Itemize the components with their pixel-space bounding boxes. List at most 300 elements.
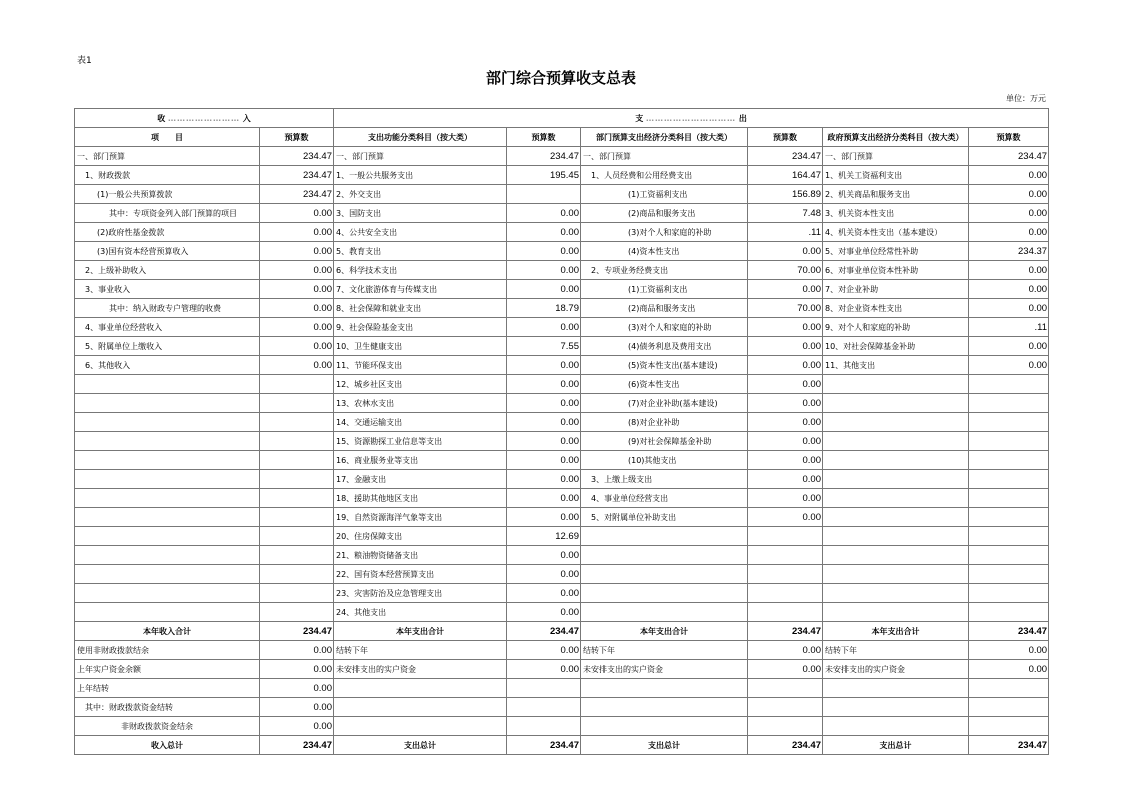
table-row: [75, 641, 1049, 660]
cell: 0.00: [507, 641, 581, 660]
budget-value-cell: [260, 375, 334, 394]
item-label-cell: (3)国有资本经营预算收入: [75, 242, 260, 261]
item-label-cell: (1)一般公共预算拨款: [75, 185, 260, 204]
budget-value-cell: 0.00: [507, 470, 581, 489]
column-header: 部门预算支出经济分类科目（按大类）: [581, 128, 748, 147]
item-label-cell: 4、公共安全支出: [334, 223, 507, 242]
budget-value-cell: 18.79: [507, 299, 581, 318]
cell: 上年实户资金余额: [75, 660, 260, 679]
total-value: 234.47: [969, 736, 1049, 755]
cell: 0.00: [507, 660, 581, 679]
budget-table: [74, 108, 1049, 755]
item-label-cell: (2)政府性基金拨款: [75, 223, 260, 242]
table-row: [75, 242, 1049, 261]
total-value: 234.47: [748, 622, 823, 641]
item-label-cell: (6)资本性支出: [581, 375, 748, 394]
item-label-cell: [75, 508, 260, 527]
item-label-cell: 一、部门预算: [581, 147, 748, 166]
cell: 未安排支出的实户资金: [823, 660, 969, 679]
total-label: 本年支出合计: [581, 622, 748, 641]
item-label-cell: 4、机关资本性支出（基本建设）: [823, 223, 969, 242]
budget-value-cell: [969, 546, 1049, 565]
item-label-cell: 1、机关工资福利支出: [823, 166, 969, 185]
table-row: [75, 147, 1049, 166]
budget-value-cell: 0.00: [260, 337, 334, 356]
cell: [969, 698, 1049, 717]
total-value: 234.47: [969, 622, 1049, 641]
item-label-cell: [75, 451, 260, 470]
budget-value-cell: 0.00: [260, 204, 334, 223]
item-label-cell: (3)对个人和家庭的补助: [581, 318, 748, 337]
budget-value-cell: [260, 451, 334, 470]
table-row: [75, 717, 1049, 736]
cell: 未安排支出的实户资金: [334, 660, 507, 679]
budget-value-cell: 234.47: [507, 147, 581, 166]
column-header: 预算数: [507, 128, 581, 147]
budget-value-cell: 7.48: [748, 204, 823, 223]
budget-value-cell: 0.00: [969, 261, 1049, 280]
item-label-cell: 一、部门预算: [75, 147, 260, 166]
table-row: [75, 394, 1049, 413]
cell: [581, 717, 748, 736]
budget-value-cell: 0.00: [507, 242, 581, 261]
table-number: 表1: [77, 56, 92, 66]
budget-value-cell: 0.00: [507, 432, 581, 451]
total-value: 234.47: [260, 736, 334, 755]
item-label-cell: 17、金融支出: [334, 470, 507, 489]
budget-value-cell: 0.00: [260, 299, 334, 318]
budget-value-cell: [260, 413, 334, 432]
cell: 0.00: [260, 717, 334, 736]
budget-value-cell: 234.47: [260, 147, 334, 166]
table-row: [75, 432, 1049, 451]
table-row: [75, 356, 1049, 375]
budget-value-cell: [969, 432, 1049, 451]
table-row: [75, 508, 1049, 527]
column-header: 项 目: [75, 128, 260, 147]
budget-value-cell: 0.00: [748, 508, 823, 527]
table-row: [75, 470, 1049, 489]
budget-value-cell: 0.00: [748, 318, 823, 337]
budget-value-cell: 0.00: [507, 584, 581, 603]
budget-value-cell: [969, 584, 1049, 603]
budget-value-cell: 0.00: [748, 413, 823, 432]
item-label-cell: (8)对企业补助: [581, 413, 748, 432]
item-label-cell: (2)商品和服务支出: [581, 204, 748, 223]
item-label-cell: 6、科学技术支出: [334, 261, 507, 280]
cell: 其中：财政拨款资金结转: [75, 698, 260, 717]
budget-value-cell: 70.00: [748, 299, 823, 318]
item-label-cell: (4)资本性支出: [581, 242, 748, 261]
item-label-cell: 13、农林水支出: [334, 394, 507, 413]
table-row: [75, 185, 1049, 204]
budget-value-cell: .11: [748, 223, 823, 242]
total-label: 本年支出合计: [334, 622, 507, 641]
budget-value-cell: 0.00: [969, 356, 1049, 375]
item-label-cell: 11、其他支出: [823, 356, 969, 375]
item-label-cell: [823, 527, 969, 546]
column-header: 预算数: [969, 128, 1049, 147]
column-header: 政府预算支出经济分类科目（按大类）: [823, 128, 969, 147]
table-row: [75, 565, 1049, 584]
total-value: 234.47: [260, 622, 334, 641]
item-label-cell: 18、援助其他地区支出: [334, 489, 507, 508]
column-header: 预算数: [748, 128, 823, 147]
item-label-cell: (1)工资福利支出: [581, 280, 748, 299]
table-row: [75, 375, 1049, 394]
item-label-cell: [823, 394, 969, 413]
budget-value-cell: 0.00: [260, 356, 334, 375]
budget-value-cell: 0.00: [507, 375, 581, 394]
table-row: [75, 698, 1049, 717]
item-label-cell: [75, 470, 260, 489]
item-label-cell: (3)对个人和家庭的补助: [581, 223, 748, 242]
item-label-cell: 24、其他支出: [334, 603, 507, 622]
item-label-cell: 2、外交支出: [334, 185, 507, 204]
table-row: [75, 489, 1049, 508]
item-label-cell: 其中：专项资金列入部门预算的项目: [75, 204, 260, 223]
cell: 结转下年: [581, 641, 748, 660]
cell: [581, 698, 748, 717]
item-label-cell: 14、交通运输支出: [334, 413, 507, 432]
budget-value-cell: [748, 546, 823, 565]
budget-value-cell: 0.00: [507, 318, 581, 337]
item-label-cell: (7)对企业补助(基本建设): [581, 394, 748, 413]
item-label-cell: 22、国有资本经营预算支出: [334, 565, 507, 584]
item-label-cell: [823, 432, 969, 451]
table-row: [75, 679, 1049, 698]
budget-value-cell: [260, 470, 334, 489]
budget-value-cell: 0.00: [969, 223, 1049, 242]
grand-total-row: [75, 736, 1049, 755]
budget-value-cell: 0.00: [748, 242, 823, 261]
total-value: 234.47: [748, 736, 823, 755]
cell: 结转下年: [823, 641, 969, 660]
cell: [507, 679, 581, 698]
cell: [334, 717, 507, 736]
item-label-cell: [75, 565, 260, 584]
cell: 0.00: [748, 641, 823, 660]
item-label-cell: 2、专项业务经费支出: [581, 261, 748, 280]
total-label: 支出总计: [334, 736, 507, 755]
budget-value-cell: 0.00: [507, 356, 581, 375]
item-label-cell: [75, 413, 260, 432]
unit-label: 单位：万元: [1006, 94, 1046, 103]
budget-value-cell: 0.00: [748, 356, 823, 375]
item-label-cell: [75, 546, 260, 565]
item-label-cell: 16、商业服务业等支出: [334, 451, 507, 470]
table-row: [75, 337, 1049, 356]
item-label-cell: 9、对个人和家庭的补助: [823, 318, 969, 337]
table-row: [75, 280, 1049, 299]
item-label-cell: [75, 527, 260, 546]
budget-value-cell: 234.47: [748, 147, 823, 166]
item-label-cell: [823, 603, 969, 622]
budget-value-cell: 0.00: [507, 413, 581, 432]
budget-value-cell: 0.00: [260, 280, 334, 299]
item-label-cell: 8、社会保障和就业支出: [334, 299, 507, 318]
cell: 0.00: [748, 660, 823, 679]
budget-value-cell: 0.00: [507, 261, 581, 280]
budget-value-cell: 156.89: [748, 185, 823, 204]
item-label-cell: [823, 375, 969, 394]
budget-value-cell: 70.00: [748, 261, 823, 280]
cell: [334, 679, 507, 698]
cell: 0.00: [260, 698, 334, 717]
table-row: [75, 318, 1049, 337]
item-label-cell: [823, 489, 969, 508]
budget-value-cell: [748, 584, 823, 603]
cell: 未安排支出的实户资金: [581, 660, 748, 679]
budget-value-cell: [260, 546, 334, 565]
cell: [969, 679, 1049, 698]
cell: 0.00: [260, 660, 334, 679]
item-label-cell: [581, 584, 748, 603]
total-label: 收入总计: [75, 736, 260, 755]
budget-value-cell: 0.00: [748, 280, 823, 299]
budget-value-cell: 0.00: [507, 451, 581, 470]
table-row: [75, 299, 1049, 318]
budget-value-cell: 0.00: [260, 242, 334, 261]
item-label-cell: [75, 432, 260, 451]
budget-value-cell: 0.00: [969, 185, 1049, 204]
item-label-cell: 4、事业单位经营收入: [75, 318, 260, 337]
budget-value-cell: [969, 508, 1049, 527]
item-label-cell: [75, 584, 260, 603]
item-label-cell: 3、事业收入: [75, 280, 260, 299]
budget-value-cell: 0.00: [260, 318, 334, 337]
budget-value-cell: 0.00: [507, 223, 581, 242]
cell: 结转下年: [334, 641, 507, 660]
item-label-cell: 3、国防支出: [334, 204, 507, 223]
item-label-cell: 7、对企业补助: [823, 280, 969, 299]
cell: 上年结转: [75, 679, 260, 698]
item-label-cell: [823, 565, 969, 584]
budget-value-cell: 0.00: [748, 394, 823, 413]
item-label-cell: [75, 603, 260, 622]
table-row: [75, 603, 1049, 622]
item-label-cell: 1、一般公共服务支出: [334, 166, 507, 185]
budget-value-cell: 234.47: [260, 166, 334, 185]
budget-value-cell: 0.00: [748, 337, 823, 356]
cell: [823, 679, 969, 698]
item-label-cell: [75, 394, 260, 413]
budget-value-cell: 234.47: [260, 185, 334, 204]
item-label-cell: 其中：纳入财政专户管理的收费: [75, 299, 260, 318]
budget-value-cell: [748, 603, 823, 622]
cell: [748, 698, 823, 717]
budget-value-cell: 12.69: [507, 527, 581, 546]
item-label-cell: 11、节能环保支出: [334, 356, 507, 375]
budget-value-cell: 0.00: [969, 299, 1049, 318]
budget-value-cell: 0.00: [748, 451, 823, 470]
total-value: 234.47: [507, 736, 581, 755]
item-label-cell: [581, 546, 748, 565]
budget-value-cell: [260, 489, 334, 508]
item-label-cell: 6、其他收入: [75, 356, 260, 375]
item-label-cell: [823, 508, 969, 527]
cell: [748, 679, 823, 698]
year-total-row: [75, 622, 1049, 641]
budget-value-cell: [969, 394, 1049, 413]
table-row: [75, 223, 1049, 242]
budget-value-cell: [260, 565, 334, 584]
item-label-cell: 5、对事业单位经常性补助: [823, 242, 969, 261]
cell: [581, 679, 748, 698]
budget-value-cell: 234.47: [969, 147, 1049, 166]
cell: 0.00: [260, 679, 334, 698]
budget-value-cell: 0.00: [260, 223, 334, 242]
budget-value-cell: 0.00: [507, 546, 581, 565]
budget-value-cell: [748, 565, 823, 584]
budget-value-cell: 0.00: [748, 470, 823, 489]
item-label-cell: 5、附属单位上缴收入: [75, 337, 260, 356]
budget-value-cell: 234.37: [969, 242, 1049, 261]
budget-value-cell: 0.00: [507, 508, 581, 527]
total-label: 本年收入合计: [75, 622, 260, 641]
item-label-cell: 10、卫生健康支出: [334, 337, 507, 356]
item-label-cell: [823, 451, 969, 470]
table-row: [75, 261, 1049, 280]
item-label-cell: 7、文化旅游体育与传媒支出: [334, 280, 507, 299]
budget-value-cell: 0.00: [507, 603, 581, 622]
budget-value-cell: 0.00: [748, 375, 823, 394]
income-section-header: 收 …………………… 入: [75, 109, 334, 128]
budget-value-cell: [260, 527, 334, 546]
budget-value-cell: [969, 603, 1049, 622]
table-row: [75, 451, 1049, 470]
budget-value-cell: 0.00: [507, 489, 581, 508]
item-label-cell: [823, 470, 969, 489]
section-header-row: [75, 109, 1049, 128]
item-label-cell: 2、上级补助收入: [75, 261, 260, 280]
budget-value-cell: [969, 375, 1049, 394]
item-label-cell: [823, 413, 969, 432]
budget-value-cell: [260, 394, 334, 413]
cell: [969, 717, 1049, 736]
budget-value-cell: 0.00: [507, 565, 581, 584]
page-title: 部门综合预算收支总表: [485, 69, 636, 87]
cell: 0.00: [969, 641, 1049, 660]
budget-value-cell: [507, 185, 581, 204]
item-label-cell: (10)其他支出: [581, 451, 748, 470]
budget-value-cell: [969, 451, 1049, 470]
item-label-cell: 1、人员经费和公用经费支出: [581, 166, 748, 185]
item-label-cell: [581, 527, 748, 546]
item-label-cell: 6、对事业单位资本性补助: [823, 261, 969, 280]
item-label-cell: [75, 489, 260, 508]
column-header: 预算数: [260, 128, 334, 147]
item-label-cell: [581, 603, 748, 622]
budget-value-cell: [748, 527, 823, 546]
item-label-cell: [823, 546, 969, 565]
item-label-cell: (9)对社会保障基金补助: [581, 432, 748, 451]
item-label-cell: 20、住房保障支出: [334, 527, 507, 546]
budget-value-cell: 0.00: [507, 280, 581, 299]
item-label-cell: 一、部门预算: [334, 147, 507, 166]
item-label-cell: 21、粮油物资储备支出: [334, 546, 507, 565]
item-label-cell: 19、自然资源海洋气象等支出: [334, 508, 507, 527]
cell: [748, 717, 823, 736]
item-label-cell: 5、教育支出: [334, 242, 507, 261]
total-label: 支出总计: [581, 736, 748, 755]
budget-value-cell: [260, 432, 334, 451]
item-label-cell: 23、灾害防治及应急管理支出: [334, 584, 507, 603]
item-label-cell: (2)商品和服务支出: [581, 299, 748, 318]
budget-value-cell: 7.55: [507, 337, 581, 356]
cell: [507, 698, 581, 717]
item-label-cell: 3、上缴上级支出: [581, 470, 748, 489]
item-label-cell: (5)资本性支出(基本建设): [581, 356, 748, 375]
table-row: [75, 527, 1049, 546]
item-label-cell: 4、事业单位经营支出: [581, 489, 748, 508]
item-label-cell: 10、对社会保障基金补助: [823, 337, 969, 356]
cell: [823, 717, 969, 736]
table-row: [75, 660, 1049, 679]
item-label-cell: 8、对企业资本性支出: [823, 299, 969, 318]
cell: [334, 698, 507, 717]
budget-value-cell: [969, 413, 1049, 432]
item-label-cell: [581, 565, 748, 584]
budget-value-cell: 0.00: [969, 166, 1049, 185]
budget-value-cell: 0.00: [969, 280, 1049, 299]
budget-value-cell: [969, 527, 1049, 546]
cell: [507, 717, 581, 736]
total-value: 234.47: [507, 622, 581, 641]
total-label: 支出总计: [823, 736, 969, 755]
budget-value-cell: [260, 584, 334, 603]
budget-value-cell: 0.00: [969, 204, 1049, 223]
budget-value-cell: [969, 470, 1049, 489]
budget-value-cell: 0.00: [507, 394, 581, 413]
budget-value-cell: 0.00: [748, 489, 823, 508]
budget-value-cell: 0.00: [507, 204, 581, 223]
item-label-cell: 1、财政拨款: [75, 166, 260, 185]
cell: [823, 698, 969, 717]
cell: 使用非财政拨款结余: [75, 641, 260, 660]
item-label-cell: (1)工资福利支出: [581, 185, 748, 204]
budget-value-cell: 164.47: [748, 166, 823, 185]
table-row: [75, 166, 1049, 185]
item-label-cell: 5、对附属单位补助支出: [581, 508, 748, 527]
column-header-row: [75, 128, 1049, 147]
table-row: [75, 546, 1049, 565]
column-header: 支出功能分类科目（按大类）: [334, 128, 507, 147]
item-label-cell: 15、资源勘探工业信息等支出: [334, 432, 507, 451]
table-row: [75, 584, 1049, 603]
item-label-cell: 一、部门预算: [823, 147, 969, 166]
table-row: [75, 413, 1049, 432]
item-label-cell: 2、机关商品和服务支出: [823, 185, 969, 204]
item-label-cell: [75, 375, 260, 394]
item-label-cell: 12、城乡社区支出: [334, 375, 507, 394]
item-label-cell: [823, 584, 969, 603]
table-row: [75, 204, 1049, 223]
budget-value-cell: [969, 489, 1049, 508]
cell: 非财政拨款资金结余: [75, 717, 260, 736]
item-label-cell: 9、社会保险基金支出: [334, 318, 507, 337]
budget-value-cell: 0.00: [748, 432, 823, 451]
budget-value-cell: .11: [969, 318, 1049, 337]
budget-value-cell: 0.00: [969, 337, 1049, 356]
total-label: 本年支出合计: [823, 622, 969, 641]
cell: 0.00: [260, 641, 334, 660]
item-label-cell: 3、机关资本性支出: [823, 204, 969, 223]
expense-section-header: 支 ………………………… 出: [334, 109, 1049, 128]
cell: 0.00: [969, 660, 1049, 679]
budget-value-cell: [969, 565, 1049, 584]
budget-value-cell: 195.45: [507, 166, 581, 185]
